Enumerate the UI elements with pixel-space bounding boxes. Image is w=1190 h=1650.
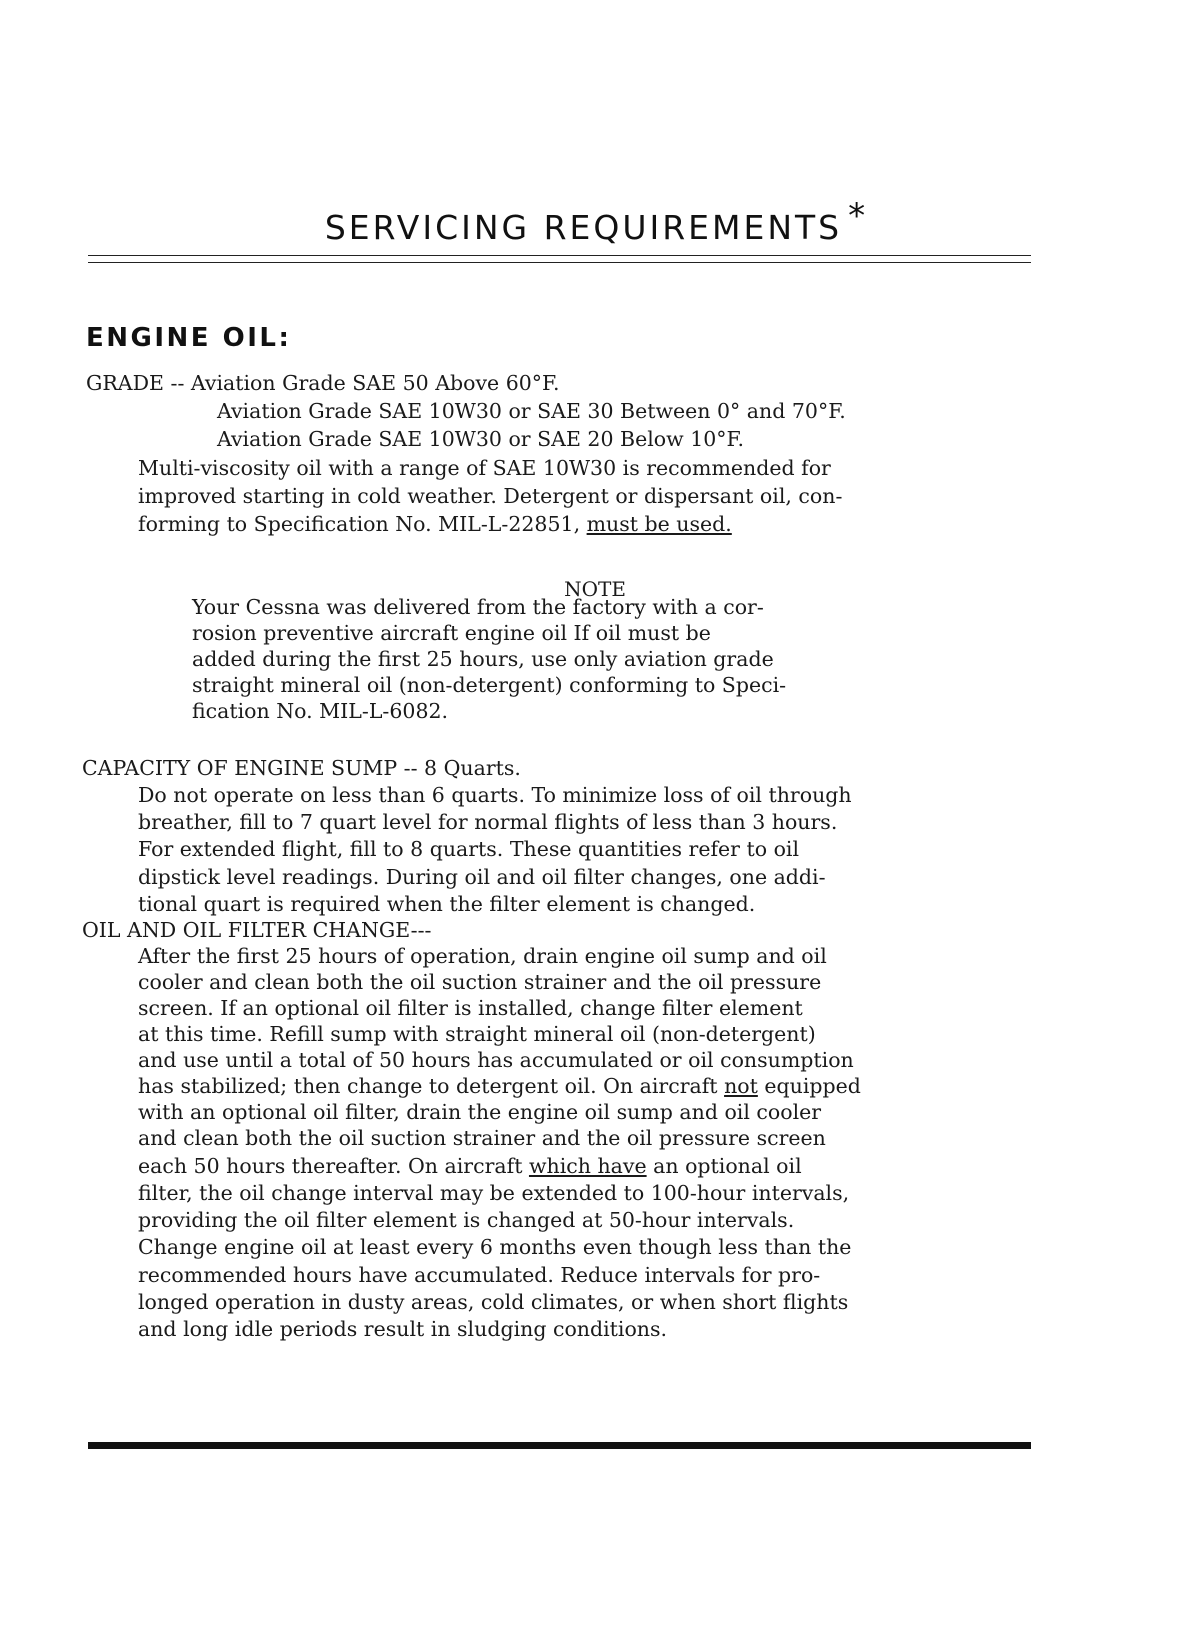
filter-line: longed operation in dusty areas, cold climates, or when short flights — [138, 1290, 849, 1314]
must-be-used-emphasis: must be used. — [586, 512, 732, 536]
filter-line: and use until a total of 50 hours has accumulated or oil consumption — [138, 1048, 854, 1072]
note-title: NOTE — [564, 577, 626, 601]
which-have-emphasis: which have — [528, 1154, 647, 1178]
filter-line: After the first 25 hours of operation, drain engine oil sump and oil — [138, 944, 827, 968]
filter-line: at this time. Refill sump with straight mineral oil (non-detergent) — [138, 1022, 816, 1046]
grade-spec-text: forming to Specification No. MIL-L-22851, — [138, 512, 587, 536]
note-line: straight mineral oil (non-detergent) conforming to Speci- — [192, 673, 787, 697]
filter-line — [138, 1153, 802, 1179]
capacity-heading: CAPACITY OF ENGINE SUMP -- 8 Quarts. — [82, 756, 521, 780]
filter-line: cooler and clean both the oil suction strainer and the oil pressure — [138, 970, 822, 994]
capacity-line: Do not operate on less than 6 quarts. To minimize loss of oil through — [138, 783, 852, 807]
filter-line6-end: equipped — [757, 1074, 861, 1098]
title-rule-lower — [88, 262, 1031, 263]
grade-line: Multi-viscosity oil with a range of SAE 10W30 is recommended for — [138, 456, 831, 480]
note-line: added during the first 25 hours, use only aviation grade — [192, 647, 774, 671]
page-title-text: SERVICING REQUIREMENTS — [324, 208, 843, 247]
capacity-line: dipstick level readings. During oil and oil filter changes, one addi- — [138, 865, 826, 889]
capacity-line: tional quart is required when the filter element is changed. — [138, 892, 756, 916]
filter-line: recommended hours have accumulated. Reduce intervals for pro- — [138, 1263, 821, 1287]
capacity-line: For extended flight, fill to 8 quarts. These quantities refer to oil — [138, 837, 800, 861]
filter-line9-end: an optional oil — [646, 1154, 802, 1178]
filter-line6-start: has stabilized; then change to detergent oil. On aircraft — [138, 1074, 725, 1098]
bottom-rule — [88, 1442, 1031, 1449]
filter-line: and long idle periods result in sludging conditions. — [138, 1317, 668, 1341]
grade-line: Aviation Grade SAE 10W30 or SAE 20 Below 10°F. — [217, 427, 745, 451]
section-heading: ENGINE OIL: — [86, 323, 292, 353]
grade-line: Aviation Grade SAE 10W30 or SAE 30 Between 0° and 70°F. — [217, 399, 846, 423]
filter-line: filter, the oil change interval may be extended to 100-hour intervals, — [138, 1181, 850, 1205]
note-line: Your Cessna was delivered from the factory with a cor- — [192, 595, 764, 619]
asterisk-mark: * — [848, 196, 866, 236]
note-line: rosion preventive aircraft engine oil If oil must be — [192, 621, 711, 645]
filter-line: with an optional oil filter, drain the engine oil sump and oil cooler — [138, 1100, 822, 1124]
filter-change-heading: OIL AND OIL FILTER CHANGE--- — [82, 918, 432, 942]
not-emphasis: not — [724, 1074, 758, 1098]
filter-line: providing the oil filter element is changed at 50-hour intervals. — [138, 1208, 795, 1232]
filter-line: and clean both the oil suction strainer and the oil pressure screen — [138, 1126, 826, 1150]
page-title — [0, 196, 1190, 247]
filter-line: screen. If an optional oil filter is installed, change filter element — [138, 996, 803, 1020]
filter-line9-start: each 50 hours thereafter. On aircraft — [138, 1154, 529, 1178]
filter-line: Change engine oil at least every 6 months even though less than the — [138, 1235, 852, 1259]
filter-line — [138, 1073, 861, 1099]
capacity-line: breather, fill to 7 quart level for normal flights of less than 3 hours. — [138, 810, 838, 834]
title-rule-upper — [88, 255, 1031, 256]
grade-line: improved starting in cold weather. Detergent or dispersant oil, con- — [138, 484, 843, 508]
grade-line-last — [138, 511, 732, 537]
note-line: fication No. MIL-L-6082. — [192, 699, 449, 723]
grade-line: GRADE -- Aviation Grade SAE 50 Above 60°F. — [86, 371, 560, 395]
